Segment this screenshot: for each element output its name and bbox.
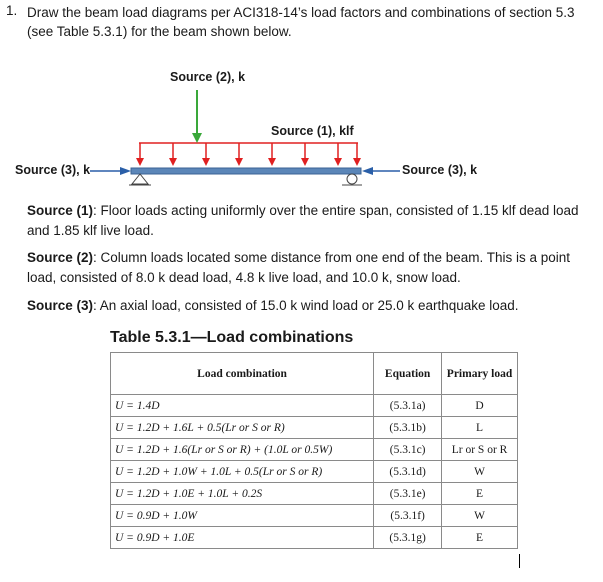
primary-load-cell: W <box>442 505 518 527</box>
primary-load-cell: Lr or S or R <box>442 439 518 461</box>
table-title: Table 5.3.1—Load combinations <box>110 329 354 346</box>
equation-cell: (5.3.1f) <box>374 505 442 527</box>
pin-support-icon <box>129 174 151 185</box>
udl-arrow-icon <box>235 143 243 166</box>
table-row <box>111 505 518 527</box>
table-row <box>111 461 518 483</box>
udl-arrow-icon <box>353 143 361 166</box>
point-load-arrow-icon <box>192 90 202 143</box>
source1-description: : Floor loads acting uniformly over the entire span, consisted of 1.15 klf dead load and 1.85 klf live load. <box>27 203 579 238</box>
udl-arrow-icon <box>136 143 144 166</box>
table-row <box>111 527 518 549</box>
equation-cell: (5.3.1e) <box>374 483 442 505</box>
udl-arrow-icon <box>301 143 309 166</box>
table-row <box>111 417 518 439</box>
primary-load-cell: W <box>442 461 518 483</box>
roller-support-icon <box>342 174 362 185</box>
table-row <box>111 483 518 505</box>
combination-cell: U = 1.4D <box>111 395 374 417</box>
udl-arrow-icon <box>334 143 342 166</box>
source1-label: Source (1), klf <box>271 124 354 138</box>
beam-diagram <box>0 0 603 200</box>
axial-load-left-arrow-icon <box>90 167 131 175</box>
load-combinations-table <box>110 352 518 549</box>
text-cursor <box>519 554 520 568</box>
source1-paragraph <box>27 201 601 240</box>
table-row <box>111 395 518 417</box>
source3-description: : An axial load, consisted of 15.0 k wind load or 25.0 k earthquake load. <box>93 298 519 313</box>
distributed-load-arrows <box>136 143 361 166</box>
udl-arrow-icon <box>202 143 210 166</box>
source2-description: : Column loads located some distance from one end of the beam. This is a point load, consisted of 8.0 k dead load, 4.8 k live load, and 10.0 k, snow load. <box>27 250 571 285</box>
source3-right-label: Source (3), k <box>402 163 478 177</box>
primary-load-cell: L <box>442 417 518 439</box>
equation-cell: (5.3.1c) <box>374 439 442 461</box>
equation-cell: (5.3.1d) <box>374 461 442 483</box>
combination-cell: U = 1.2D + 1.6(Lr or S or R) + (1.0L or 0.5W) <box>111 439 374 461</box>
source3-left-label: Source (3), k <box>15 163 91 177</box>
table-header-row <box>111 353 518 395</box>
combination-cell: U = 0.9D + 1.0W <box>111 505 374 527</box>
primary-load-cell: E <box>442 527 518 549</box>
equation-cell: (5.3.1b) <box>374 417 442 439</box>
question-text: Draw the beam load diagrams per ACI318-14’s load factors and combinations of section 5.3 (see Table 5.3.1) for the beam shown below. <box>27 5 575 39</box>
question-number: 1. <box>6 3 18 18</box>
source1-name: Source (1) <box>27 203 94 218</box>
header-equation: Equation <box>374 353 442 395</box>
source2-paragraph <box>27 248 601 287</box>
header-primary-load: Primary load <box>442 353 518 395</box>
combination-cell: U = 0.9D + 1.0E <box>111 527 374 549</box>
axial-load-right-arrow-icon <box>362 167 400 175</box>
udl-arrow-icon <box>169 143 177 166</box>
source2-name: Source (2) <box>27 250 94 265</box>
beam <box>131 168 361 174</box>
table-row <box>111 439 518 461</box>
udl-arrow-icon <box>268 143 276 166</box>
source2-label: Source (2), k <box>170 70 246 84</box>
header-load-combination: Load combination <box>111 353 374 395</box>
combination-cell: U = 1.2D + 1.6L + 0.5(Lr or S or R) <box>111 417 374 439</box>
equation-cell: (5.3.1a) <box>374 395 442 417</box>
combination-cell: U = 1.2D + 1.0E + 1.0L + 0.2S <box>111 483 374 505</box>
primary-load-cell: E <box>442 483 518 505</box>
combination-cell: U = 1.2D + 1.0W + 1.0L + 0.5(Lr or S or R) <box>111 461 374 483</box>
equation-cell: (5.3.1g) <box>374 527 442 549</box>
source3-name: Source (3) <box>27 298 94 313</box>
source3-paragraph <box>27 296 601 316</box>
primary-load-cell: D <box>442 395 518 417</box>
